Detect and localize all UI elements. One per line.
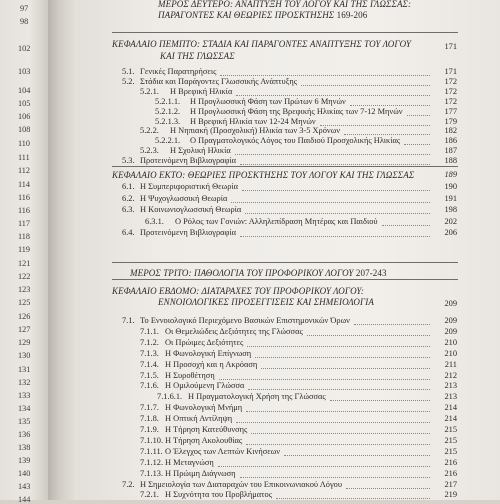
toc-entry-page: 217 <box>444 479 457 489</box>
toc-entry-number: 5.2.2. <box>140 126 159 136</box>
toc-entry-page: 179 <box>444 116 457 126</box>
toc-entry-number: 5.2.3. <box>140 146 159 156</box>
toc-entry-number: 7.1.9. <box>140 425 159 434</box>
toc-entry-number: 7.1.7. <box>140 403 159 413</box>
facing-page-number: 105 <box>18 99 31 108</box>
toc-entry-title: Η Οπτική Αντίληψη <box>165 414 233 424</box>
leader-dots <box>247 346 430 347</box>
toc-entry-page: 186 <box>444 136 457 146</box>
toc-entry-number: 7.1.6.1. <box>157 392 183 402</box>
ch7-page: 209 <box>444 299 457 308</box>
facing-page-number: 116 <box>18 193 30 202</box>
leader-dots <box>255 357 430 358</box>
section-rule <box>112 166 458 167</box>
toc-entry-title: Η Προγλωσσική Φάση της Βρεφικής Ηλικίας των 7-12 Μηνών <box>190 106 403 116</box>
toc-entry-title: Η Συμπεριφοριστική Θεωρία <box>140 182 239 191</box>
toc-entry-page: 171 <box>444 67 457 76</box>
toc-entry-number: 5.2.1.3. <box>155 116 181 126</box>
leader-dots <box>218 466 430 467</box>
ch7-title-line1: ΚΕΦΑΛΑΙΟ ΕΒΔΟΜΟ: ΔΙΑΤΑΡΑΧΕΣ ΤΟΥ ΠΡΟΦΟΡΙΚΟΥ ΛΟΓΟΥ: <box>112 286 364 296</box>
facing-page-number: 118 <box>18 232 30 241</box>
leader-dots <box>236 422 430 423</box>
toc-entry-title: Η Σημειολογία των Διαταραχών του Επικοινωνιακού Λόγου <box>140 479 342 489</box>
ch7-title-line2: ΕΝΝΟΙΟΛΟΓΙΚΕΣ ΠΡΟΣΕΓΓΙΣΕΙΣ ΚΑΙ ΣΗΜΕΙΟΛΟΓΙΑ <box>158 297 374 307</box>
leader-dots <box>236 95 430 96</box>
facing-page-number: 116 <box>18 206 30 215</box>
toc-entry-number: 7.1.3. <box>140 348 159 358</box>
toc-entry-page: 191 <box>444 193 457 203</box>
facing-page-number: 138 <box>18 443 31 452</box>
toc-entry-title: Οι Πρώιμες Δεξιότητες <box>165 337 244 347</box>
toc-entry-number: 7.1.12. <box>140 457 164 467</box>
section-rule <box>112 279 458 280</box>
toc-entry-title: Η Προγλωσσική Φάση των Πρώτων 6 Μηνών <box>190 96 346 106</box>
toc-entry-number: 6.3. <box>122 205 135 215</box>
toc-entry-number: 7.1.10. <box>140 435 164 445</box>
toc-entry-title: Οι Θεμελιώδεις Δεξιότητες της Γλώσσας <box>165 326 303 336</box>
toc-entry-title: Ο Πραγματολογικός Λόγος του Παιδιού Προσχολικής Ηλικίας <box>190 136 401 146</box>
toc-entry-title: Η Ομιλούμενη Γλώσσα <box>165 381 245 391</box>
toc-entry-page: 209 <box>444 326 457 336</box>
toc-entry-number: 5.2. <box>122 76 135 86</box>
ch6-page: 189 <box>444 170 457 179</box>
facing-page-number: 108 <box>18 125 31 134</box>
toc-entry-page: 213 <box>444 392 457 402</box>
toc-entry-page: 177 <box>444 106 457 116</box>
facing-page-number: 133 <box>18 391 31 400</box>
facing-page-number: 129 <box>18 338 31 347</box>
toc-entry-page: 210 <box>444 337 457 347</box>
leader-dots <box>382 225 430 226</box>
toc-entry-page: 190 <box>444 182 457 191</box>
toc-entry-page: 188 <box>444 156 457 166</box>
toc-entry-title: Η Σχολική Ηλικία <box>170 146 231 156</box>
facing-page-number: 121 <box>18 259 31 268</box>
toc-entry-title: Ο Ρόλος των Γονιών: Αλληλεπίδραση Μητέρας και Παιδιού <box>175 216 378 226</box>
toc-entry-title: Στάδια και Παράγοντες Γλωσσικής Ανάπτυξης <box>140 76 298 86</box>
toc-entry-page: 172 <box>444 96 457 106</box>
facing-page-number: 97 <box>20 4 29 13</box>
facing-page-number: 143 <box>18 482 31 491</box>
part2-title-line1: ΜΕΡΟΣ ΔΕΥΤΕΡΟ: ΑΝΑΠΤΥΞΗ ΤΟΥ ΛΟΓΟΥ ΚΑΙ ΤΗΣ ΓΛΩΣΣΑΣ: <box>158 0 412 9</box>
section-rule <box>112 32 458 33</box>
toc-entry-page: 172 <box>444 86 457 96</box>
facing-page-number: 123 <box>18 285 31 294</box>
toc-entry-page: 216 <box>444 457 457 467</box>
leader-dots <box>235 154 430 155</box>
toc-entry-number: 6.2. <box>122 193 135 203</box>
leader-dots <box>404 144 430 145</box>
facing-page-number: 144 <box>18 495 31 504</box>
facing-page-number: 139 <box>18 456 31 465</box>
ch5-page: 171 <box>444 42 457 51</box>
leader-dots <box>246 444 430 445</box>
toc-entry-number: 7.1.1. <box>140 326 159 336</box>
toc-entry-page: 214 <box>444 403 457 413</box>
leader-dots <box>276 498 430 499</box>
toc-entry-page: 215 <box>444 435 457 445</box>
facing-page-number: 140 <box>18 469 31 478</box>
facing-page-number: 122 <box>18 272 31 281</box>
toc-entry-number: 7.1.11. <box>140 446 163 456</box>
toc-entry-page: 209 <box>444 316 457 325</box>
toc-entry-page: 216 <box>444 468 457 478</box>
leader-dots <box>220 75 430 76</box>
leader-dots <box>307 335 430 336</box>
facing-page-number: 117 <box>18 219 30 228</box>
facing-page-number: 112 <box>18 166 30 175</box>
leader-dots <box>354 324 430 325</box>
facing-page-number: 125 <box>18 298 31 307</box>
leader-dots <box>350 105 430 106</box>
leader-dots <box>240 164 430 165</box>
facing-page-number: 130 <box>18 351 31 360</box>
toc-entry-page: 210 <box>444 348 457 358</box>
toc-entry-number: 5.2.1.1. <box>155 96 181 106</box>
toc-entry-number: 5.2.1. <box>140 86 159 96</box>
leader-dots <box>251 433 430 434</box>
toc-entry-number: 7.1. <box>122 316 135 325</box>
facing-page-number: 103 <box>18 67 31 76</box>
leader-dots <box>248 389 430 390</box>
toc-entry-number: 5.1. <box>122 67 135 76</box>
toc-entry-title: Η Προσοχή και η Ακρόαση <box>165 359 258 369</box>
toc-entry-title: Η Φωνολογική Μνήμη <box>165 403 243 413</box>
toc-entry-number: 5.2.1.2. <box>155 106 181 116</box>
toc-entry-title: Η Πρώιμη Διάγνωση <box>165 468 236 478</box>
toc-entry-title: Ο Έλεγχος των Λεπτών Κινήσεων <box>165 446 281 456</box>
toc-entry-number: 7.1.2. <box>140 337 159 347</box>
toc-entry-number: 6.1. <box>122 182 135 191</box>
section-rule <box>112 262 458 263</box>
facing-page-number: 102 <box>18 44 31 53</box>
facing-page-number: 119 <box>18 245 30 254</box>
leader-dots <box>219 379 430 380</box>
toc-entry-title: Η Βρεφική Ηλικία των 12-24 Μηνών <box>190 116 316 126</box>
facing-page-number: 127 <box>18 325 31 334</box>
leader-dots <box>245 213 430 214</box>
toc-entry-page: 214 <box>444 414 457 424</box>
toc-entry-page: 213 <box>444 381 457 391</box>
toc-entry-page: 219 <box>444 490 457 500</box>
leader-dots <box>242 190 430 191</box>
toc-entry-title: Η Νηπιακή (Προσχολική) Ηλικία των 3-5 Χρόνων <box>170 126 340 136</box>
leader-dots <box>344 134 430 135</box>
facing-page-number: 111 <box>18 153 30 162</box>
toc-entry-page: 215 <box>444 425 457 434</box>
toc-entry-number: 7.1.8. <box>140 414 159 424</box>
toc-entry-number: 7.2. <box>122 479 135 489</box>
toc-entry-title: Η Πραγματολογική Χρήση της Γλώσσας <box>188 392 326 402</box>
facing-page-number: 106 <box>18 112 31 121</box>
toc-entry-title: Προτεινόμενη Βιβλιογραφία <box>140 228 237 238</box>
toc-entry-title: Η Βρεφική Ηλικία <box>170 86 233 96</box>
facing-page-number: 98 <box>20 17 29 26</box>
toc-entry-title: Γενικές Παρατηρήσεις <box>140 67 217 76</box>
toc-entry-number: 7.1.4. <box>140 359 159 369</box>
facing-page-number: 135 <box>18 417 31 426</box>
toc-entry-page: 212 <box>444 370 457 380</box>
toc-entry-number: 6.4. <box>122 228 135 238</box>
toc-entry-page: 211 <box>444 359 457 369</box>
toc-entry-title: Η Κοινωνιογλωσσική Θεωρία <box>140 205 242 215</box>
toc-entry-page: 206 <box>444 228 457 238</box>
leader-dots <box>261 368 430 369</box>
toc-entry-page: 198 <box>444 205 457 215</box>
toc-entry-page: 187 <box>444 146 457 156</box>
ch6-title: ΚΕΦΑΛΑΙΟ ΕΚΤΟ: ΘΕΩΡΙΕΣ ΠΡΟΣΚΤΗΣΗΣ ΤΟΥ ΛΟΓΟΥ ΚΑΙ ΤΗΣ ΓΛΩΣΣΑΣ <box>112 170 415 180</box>
facing-page-number: 134 <box>18 404 31 413</box>
leader-dots <box>240 477 430 478</box>
leader-dots <box>240 236 430 237</box>
leader-dots <box>407 115 431 116</box>
ch5-title-line1: ΚΕΦΑΛΑΙΟ ΠΕΜΠΤΟ: ΣΤΑΔΙΑ ΚΑΙ ΠΑΡΑΓΟΝΤΕΣ ΑΝΑΠΤΥΞΗΣ ΤΟΥ ΛΟΓΟΥ <box>112 39 411 49</box>
toc-entry-number: 7.1.6. <box>140 381 159 391</box>
facing-page-number: 132 <box>18 378 31 387</box>
toc-entry-page: 182 <box>444 126 457 136</box>
leader-dots <box>284 455 430 456</box>
ch5-title-line2: ΚΑΙ ΤΗΣ ΓΛΩΣΣΑΣ <box>160 51 235 61</box>
toc-entry-title: Η Ψυχογλωσσική Θεωρία <box>140 193 228 203</box>
leader-dots <box>330 400 430 401</box>
facing-page-number: 126 <box>18 312 31 321</box>
toc-entry-title: Η Συχνότητα του Προβλήματος <box>165 490 273 500</box>
toc-entry-title: Προτεινόμενη Βιβλιογραφία <box>140 156 237 166</box>
leader-dots <box>246 411 430 412</box>
facing-page-number: 114 <box>18 180 30 189</box>
toc-entry-number: 7.2.1. <box>140 490 159 500</box>
toc-entry-page: 215 <box>444 446 457 456</box>
part3-title: ΜΕΡΟΣ ΤΡΙΤΟ: ΠΑΘΟΛΟΓΙΑ ΤΟΥ ΠΡΟΦΟΡΙΚΟΥ ΛΟΓΟΥ 207-243 <box>130 268 387 278</box>
leader-dots <box>346 488 430 489</box>
toc-entry-title: Η Φωνολογική Επίγνωση <box>165 348 252 358</box>
toc-entry-number: 7.1.5. <box>140 370 159 380</box>
toc-entry-title: Η Τήρηση Ακολουθίας <box>165 435 243 445</box>
leader-dots <box>231 202 430 203</box>
toc-entry-title: Η Μεταγνώση <box>165 457 214 467</box>
toc-entry-number: 6.3.1. <box>145 216 164 226</box>
toc-entry-page: 172 <box>444 76 457 86</box>
toc-entry-number: 5.3. <box>122 156 135 166</box>
toc-entry-title: Η Τήρηση Κατεύθυνσης <box>165 425 248 434</box>
toc-entry-number: 5.2.2.1. <box>155 136 181 146</box>
leader-dots <box>301 85 430 86</box>
book-gutter <box>48 0 78 500</box>
part2-title-line2: ΠΑΡΑΓΟΝΤΕΣ ΚΑΙ ΘΕΩΡΙΕΣ ΠΡΟΣΚΤΗΣΗΣ 169-206 <box>158 10 368 20</box>
toc-entry-number: 7.1.13. <box>140 468 164 478</box>
facing-page-number: 136 <box>18 430 31 439</box>
toc-entry-title: Το Εννοιολογικό Περιεχόμενο Βασικών Επιστημονικών Όρων <box>140 316 350 325</box>
facing-page-number: 110 <box>18 139 30 148</box>
leader-dots <box>320 125 430 126</box>
facing-page-number: 131 <box>18 365 31 374</box>
toc-entry-page: 202 <box>444 216 457 226</box>
toc-entry-title: Η Συροθέτηση <box>165 370 215 380</box>
facing-page-number: 104 <box>18 86 31 95</box>
